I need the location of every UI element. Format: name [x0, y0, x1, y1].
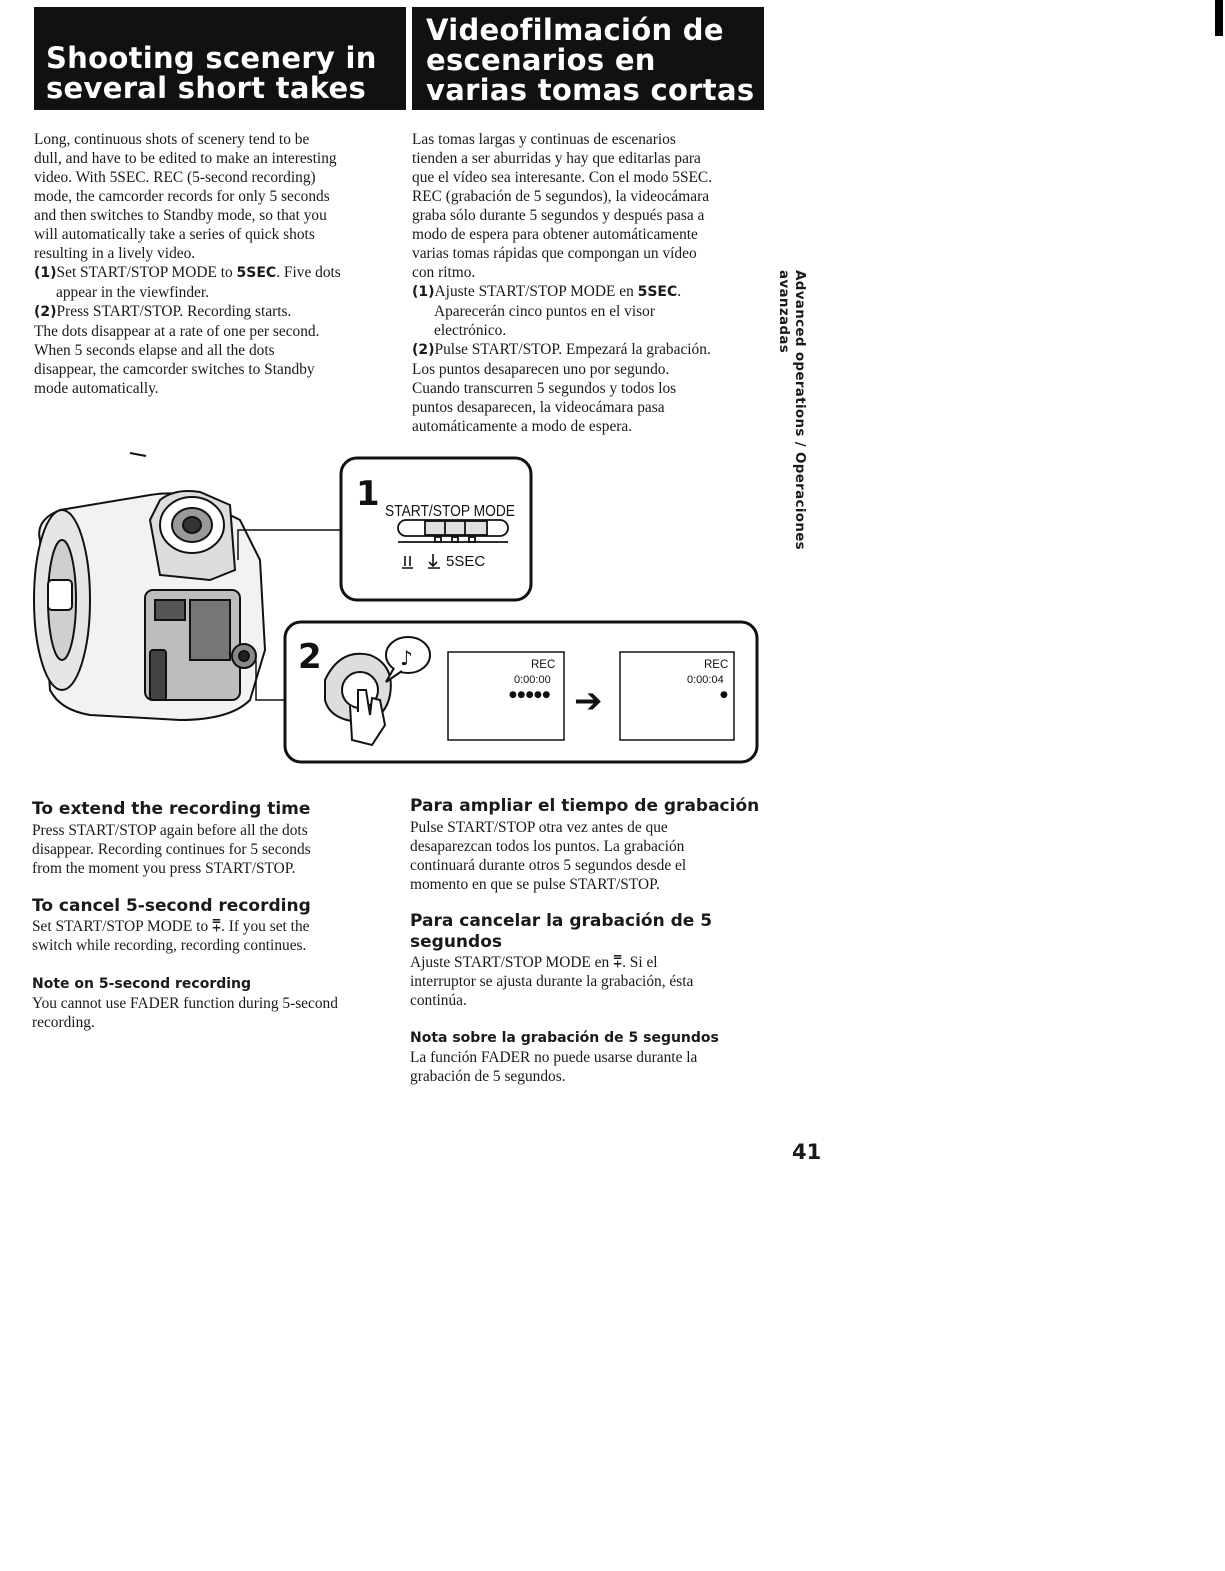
- body-line: [410, 953, 760, 972]
- intro-line: graba sólo durante 5 segundos y después pasa a: [412, 207, 705, 224]
- intro-line: con ritmo.: [412, 264, 476, 281]
- lcd-right-time: 0:00:04: [687, 674, 724, 686]
- body-line: disappear. Recording continues for 5 seconds: [32, 841, 311, 858]
- outro-line: automáticamente a modo de espera.: [412, 418, 633, 435]
- step-number: (2): [34, 304, 57, 320]
- intro-line: modo de espera para obtener automáticamente: [412, 226, 698, 243]
- intro-line: will automatically take a series of quick shots: [34, 226, 315, 243]
- svg-text:♪: ♪: [400, 646, 413, 670]
- cancel-body: [32, 917, 387, 955]
- heading-line: Para cancelar la grabación de 5: [410, 911, 713, 931]
- step1-option-5sec: 5SEC: [446, 553, 486, 570]
- body-line: grabación de 5 segundos.: [410, 1068, 566, 1085]
- extend-body: [410, 818, 760, 894]
- outro-line: puntos desaparecen, la videocámara pasa: [412, 399, 665, 416]
- intro-line: dull, and have to be edited to make an interesting: [34, 150, 337, 167]
- body-text: Ajuste START/STOP MODE en: [410, 954, 614, 971]
- body-text: . Si el: [622, 954, 658, 971]
- body-text: . If you set the: [221, 918, 310, 935]
- body-line: recording.: [32, 1014, 95, 1031]
- note-body: [32, 994, 392, 1032]
- body-line: continúa.: [410, 992, 467, 1009]
- intro-line: video. With 5SEC. REC (5-second recording): [34, 169, 316, 186]
- title-english: Shooting scenery in several short takes: [46, 41, 377, 105]
- camcorder-drawing: [34, 453, 265, 720]
- body-line: continuará durante otros 5 segundos desde el: [410, 857, 687, 874]
- intro-line: que el vídeo sea interesante. Con el modo 5SEC.: [412, 169, 713, 186]
- step-1-continued: electrónico.: [434, 322, 507, 339]
- step-bold: 5SEC: [236, 265, 277, 281]
- lcd-left-rec: REC: [531, 659, 556, 671]
- body-line: You cannot use FADER function during 5-second: [32, 995, 338, 1012]
- lcd-left-dots: ●●●●●: [509, 690, 551, 700]
- intro-line: REC (grabación de 5 segundos), la videocámara: [412, 188, 710, 205]
- outro-line: disappear, the camcorder switches to Standby: [34, 361, 315, 378]
- step-number: (2): [412, 342, 435, 358]
- step-bold: 5SEC: [637, 284, 678, 300]
- cancel-heading: To cancel 5-second recording: [32, 896, 311, 916]
- note-heading: Nota sobre la grabación de 5 segundos: [410, 1030, 719, 1046]
- outro-line: Los puntos desaparecen uno por segundo.: [412, 361, 670, 378]
- registration-mark: [1215, 0, 1223, 36]
- intro-line: varias tomas rápidas que compongan un vídeo: [412, 245, 697, 262]
- intro-line: tienden a ser aburridas y hay que editarlas para: [412, 150, 701, 167]
- body-line: desaparezcan todos los puntos. La grabación: [410, 838, 685, 855]
- body-line: Pulse START/STOP otra vez antes de que: [410, 819, 668, 836]
- lcd-left-time: 0:00:00: [514, 674, 551, 686]
- standby-symbol-icon: ⩱: [613, 954, 623, 971]
- lcd-right-dots: ●: [720, 690, 728, 700]
- step-text: .: [677, 283, 682, 300]
- outro-line: Cuando transcurren 5 segundos y todos los: [412, 380, 677, 397]
- title-spanish: Videofilmación de escenarios en varias tomas cortas: [426, 13, 755, 107]
- body-line: La función FADER no puede usarse durante la: [410, 1049, 698, 1066]
- step2-number: 2: [298, 637, 322, 677]
- step-number: (1): [412, 284, 435, 300]
- body-line: switch while recording, recording continues.: [32, 937, 307, 954]
- note-body: [410, 1048, 760, 1086]
- standby-symbol-icon: ⩱: [212, 918, 221, 935]
- body-line: Press START/STOP again before all the dots: [32, 822, 308, 839]
- heading-line: segundos: [410, 932, 502, 952]
- intro-line: Las tomas largas y continuas de escenarios: [412, 131, 676, 148]
- body-line: interruptor se ajusta durante la grabación, ésta: [410, 973, 694, 990]
- outro-line: When 5 seconds elapse and all the dots: [34, 342, 275, 359]
- note-heading: Note on 5-second recording: [32, 976, 252, 992]
- step-1-continued: Aparecerán cinco puntos en el visor: [434, 303, 655, 320]
- outro-line: The dots disappear at a rate of one per second.: [34, 323, 320, 340]
- extend-body: [32, 821, 387, 878]
- cancel-heading: [410, 911, 750, 953]
- body-line: from the moment you press START/STOP.: [32, 860, 296, 877]
- page-number: 41: [792, 1140, 822, 1164]
- intro-line: Long, continuous shots of scenery tend to be: [34, 131, 310, 148]
- intro-line: resulting in a lively video.: [34, 245, 196, 262]
- body-line: momento en que se pulse START/STOP.: [410, 876, 660, 893]
- step1-number: 1: [356, 474, 380, 514]
- extend-heading: Para ampliar el tiempo de grabación: [410, 796, 760, 816]
- extend-heading: To extend the recording time: [32, 799, 311, 819]
- transition-arrow: ➔: [574, 681, 603, 721]
- cancel-body: [410, 953, 760, 1010]
- step-text: Set START/STOP MODE to: [56, 264, 237, 281]
- body-text: Set START/STOP MODE to: [32, 918, 212, 935]
- lcd-right-rec: REC: [704, 659, 729, 671]
- intro-line: and then switches to Standby mode, so that you: [34, 207, 327, 224]
- step-text: Ajuste START/STOP MODE en: [434, 283, 638, 300]
- step-1-continued: appear in the viewfinder.: [56, 284, 209, 301]
- step-text: Pulse START/STOP. Empezará la grabación.: [434, 341, 711, 358]
- outro-line: mode automatically.: [34, 380, 159, 397]
- intro-line: mode, the camcorder records for only 5 seconds: [34, 188, 330, 205]
- body-line: [32, 917, 387, 936]
- camcorder-illustration: [0, 0, 800, 780]
- step-text: Press START/STOP. Recording starts.: [56, 303, 292, 320]
- step1-label: START/STOP MODE: [385, 503, 515, 520]
- step-number: (1): [34, 265, 57, 281]
- side-tab-label: Advanced operations / Operaciones avanzadas: [776, 270, 808, 551]
- step-text: . Five dots: [276, 264, 341, 281]
